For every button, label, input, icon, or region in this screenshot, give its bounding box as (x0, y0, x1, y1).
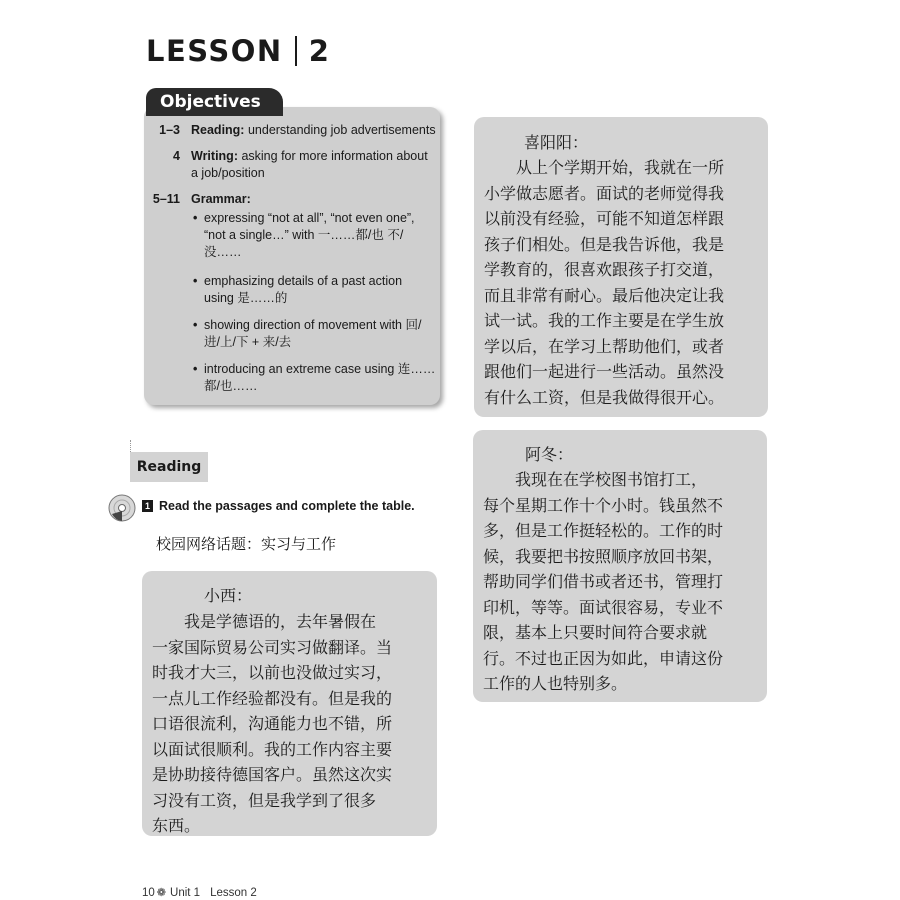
grammar-bullet: • emphasizing details of a past action using 是……的 (204, 273, 402, 307)
passage-card-adong (473, 430, 767, 702)
exercise-number: 1 (142, 500, 153, 512)
audio-cd-icon[interactable] (108, 494, 136, 522)
passage-text: 我是学德语的，去年暑假在 一家国际贸易公司实习做翻译。当 时我才大三，以前也没做过实习， 一点儿工作经验都没有。但是我的 口语很流利，沟通能力也不错，所 以面试很顺利。我的工作内容主要 是协助接待德国客户。虽然这次实 习没有工资，但是我学到了很多 东西。 (152, 612, 393, 835)
passage-author: 阿冬： (525, 445, 574, 464)
footer-lesson: Lesson 2 (210, 886, 257, 899)
page-number: 10 (142, 886, 155, 899)
page-footer (142, 886, 257, 899)
footer-unit: Unit 1 (170, 886, 201, 899)
lesson-word: LESSON (146, 34, 283, 68)
lesson-number: 2 (308, 34, 331, 68)
passage-card-xiyangyang (474, 117, 768, 417)
reading-section-tab: Reading (130, 452, 208, 482)
passage-author: 小西： (204, 586, 253, 605)
flower-ornament-icon: ❁ (156, 887, 167, 899)
grammar-bullet: • expressing “not at all”, “not even one”, “not a single…” with 一……都/也 不/ 没…… (204, 210, 415, 261)
passage-text: 我现在在学校图书馆打工， 每个星期工作十个小时。钱虽然不 多，但是工作挺轻松的。工作的时 候，我要把书按照顺序放回书架， 帮助同学们借书或者还书，管理打 印机，等等。面试很容易，专业不 限，基本上只要时间符合要求就 行。不过也正因为如此，申请这份 工作的人也特别多。 (483, 470, 724, 693)
title-divider (295, 36, 297, 66)
lesson-title (146, 34, 330, 68)
passage-text: 从上个学期开始，我就在一所 小学做志愿者。面试的老师觉得我 以前没有经验，可能不知道怎样跟 孩子们相处。但是我告诉他，我是 学教育的，很喜欢跟孩子打交道， 而且非常有耐心。最后他决定让我 试一试。我的工作主要是在学生放 学以后，在学习上帮助他们，或者 跟他们一起进行一些活动。虽然没 有什么工资，但是我做得很开心。 (484, 158, 725, 407)
objectives-heading: Objectives (146, 88, 283, 116)
grammar-bullet: • showing direction of movement with 回/ 进/上/下 + 来/去 (204, 317, 421, 351)
passage-card-xiaoxi (142, 571, 437, 836)
grammar-bullet: • introducing an extreme case using 连…… 都/也…… (204, 361, 435, 395)
passage-topic: 校园网络话题：实习与工作 (156, 535, 337, 553)
reading-instruction: 1 Read the passages and complete the table. (142, 499, 415, 513)
passage-author: 喜阳阳： (524, 133, 589, 152)
